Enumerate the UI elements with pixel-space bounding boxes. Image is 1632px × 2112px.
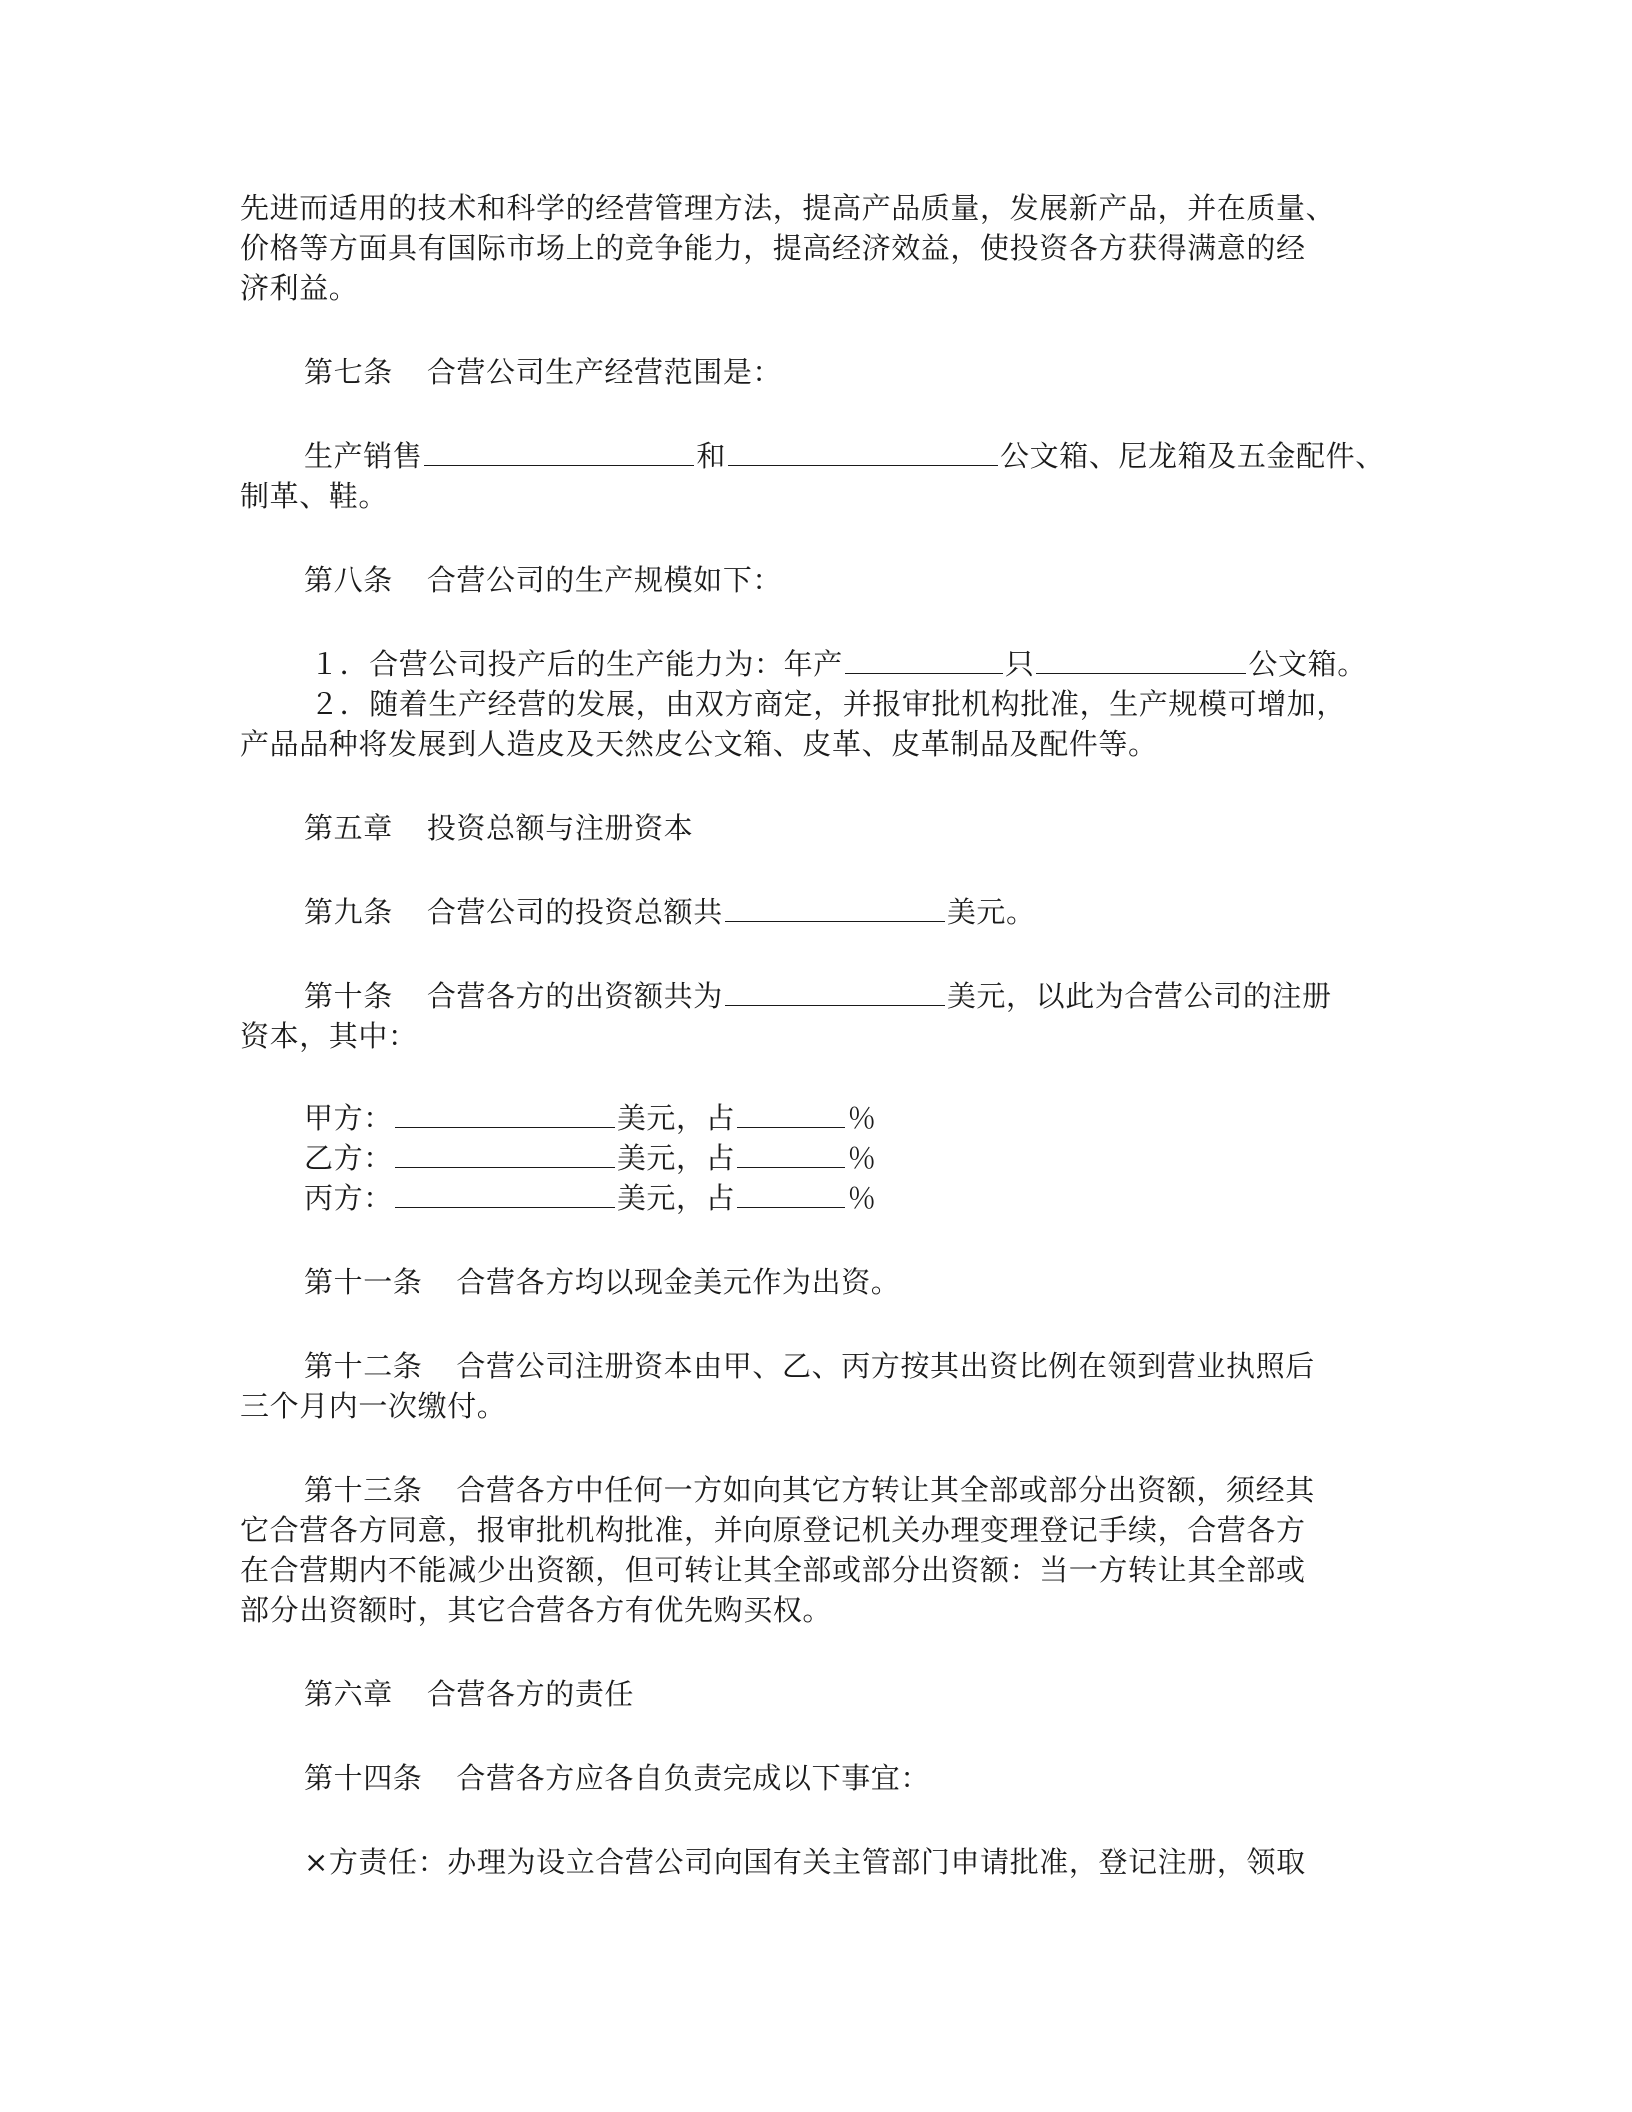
share-row-yi: [304, 1138, 877, 1178]
article-text: 合营各方均以现金美元作为出资。: [456, 1265, 901, 1299]
blank-field: [728, 437, 998, 466]
paragraph-line: 三个月内一次缴付。: [240, 1389, 507, 1423]
list-item-1: [310, 644, 1367, 684]
article-13: [304, 1470, 1315, 1510]
article-text: 合营各方应各自负责完成以下事宜：: [456, 1761, 931, 1795]
article-11: [304, 1262, 900, 1302]
duty-paragraph: ×方责任：办理为设立合营公司向国有关主管部门申请批准，登记注册，领取: [304, 1845, 1306, 1879]
article-text: 美元。: [946, 895, 1036, 929]
chapter-label: 第五章: [304, 811, 393, 845]
share-unit: 美元，占: [616, 1101, 736, 1135]
article-text: 合营公司生产经营范围是：: [426, 355, 783, 389]
article-text: 合营公司的生产规模如下：: [426, 563, 783, 597]
article-label: 第八条: [304, 563, 393, 597]
share-row-bing: [304, 1178, 877, 1218]
article-7: [304, 352, 782, 392]
item-text: 只: [1004, 647, 1035, 681]
article-10: [304, 976, 1332, 1016]
article-text: 合营各方中任何一方如向其它方转让其全部或部分出资额，须经其: [456, 1473, 1315, 1507]
blank-field: [395, 1179, 615, 1208]
percent-sign: ％: [847, 1181, 877, 1215]
share-row-jia: [304, 1098, 877, 1138]
blank-field: [737, 1179, 845, 1208]
blank-field: [845, 645, 1003, 674]
article-text: 美元，以此为合营公司的注册: [946, 979, 1332, 1013]
party-label: 丙方：: [304, 1181, 393, 1215]
scope-suffix: 公文箱、尼龙箱及五金配件、: [1000, 439, 1385, 473]
share-unit: 美元，占: [616, 1141, 736, 1175]
paragraph-line: 价格等方面具有国际市场上的竞争能力，提高经济效益，使投资各方获得满意的经: [240, 231, 1306, 265]
article-label: 第十三条: [304, 1473, 423, 1507]
chapter-5-heading: [304, 808, 693, 848]
party-label: 甲方：: [304, 1101, 393, 1135]
scope-middle: 和: [696, 439, 727, 473]
chapter-title: 合营各方的责任: [426, 1677, 635, 1711]
percent-sign: ％: [847, 1141, 877, 1175]
article-text: 合营公司的投资总额共: [426, 895, 723, 929]
paragraph-line: 在合营期内不能减少出资额，但可转让其全部或部分出资额：当一方转让其全部或: [240, 1553, 1306, 1587]
article-label: 第十四条: [304, 1761, 423, 1795]
blank-field: [725, 893, 945, 922]
percent-sign: ％: [847, 1101, 877, 1135]
article-9: [304, 892, 1036, 932]
article-text: 合营各方的出资额共为: [426, 979, 723, 1013]
party-label: 乙方：: [304, 1141, 393, 1175]
item-text: １．合营公司投产后的生产能力为：年产: [310, 647, 843, 681]
blank-field: [424, 437, 694, 466]
paragraph-line: 部分出资额时，其它合营各方有优先购买权。: [240, 1593, 833, 1627]
share-unit: 美元，占: [616, 1181, 736, 1215]
chapter-title: 投资总额与注册资本: [426, 811, 694, 845]
item-text: 公文箱。: [1248, 647, 1367, 681]
article-text: 合营公司注册资本由甲、乙、丙方按其出资比例在领到营业执照后: [456, 1349, 1315, 1383]
paragraph-line: 济利益。: [240, 271, 359, 305]
article-label: 第七条: [304, 355, 393, 389]
article-label: 第九条: [304, 895, 393, 929]
article-label: 第十二条: [304, 1349, 423, 1383]
list-item-2: ２．随着生产经营的发展，由双方商定，并报审批机构批准，生产规模可增加，: [310, 687, 1347, 721]
paragraph-line: 资本，其中：: [240, 1019, 418, 1053]
article-8: [304, 560, 782, 600]
paragraph-line: 它合营各方同意，报审批机构批准，并向原登记机关办理变理登记手续，合营各方: [240, 1513, 1306, 1547]
blank-field: [737, 1139, 845, 1168]
article-label: 第十一条: [304, 1265, 423, 1299]
chapter-6-heading: [304, 1674, 634, 1714]
blank-field: [395, 1099, 615, 1128]
chapter-label: 第六章: [304, 1677, 393, 1711]
article-14: [304, 1758, 930, 1798]
blank-field: [1036, 645, 1246, 674]
article-12: [304, 1346, 1315, 1386]
paragraph-line: 产品品种将发展到人造皮及天然皮公文箱、皮革、皮革制品及配件等。: [240, 727, 1158, 761]
article-label: 第十条: [304, 979, 393, 1013]
blank-field: [395, 1139, 615, 1168]
blank-field: [737, 1099, 845, 1128]
paragraph-line: 制革、鞋。: [240, 479, 389, 513]
business-scope-line: [304, 436, 1385, 476]
blank-field: [725, 977, 945, 1006]
scope-prefix: 生产销售: [304, 439, 423, 473]
paragraph-line: 先进而适用的技术和科学的经营管理方法，提高产品质量，发展新产品，并在质量、: [240, 191, 1336, 225]
